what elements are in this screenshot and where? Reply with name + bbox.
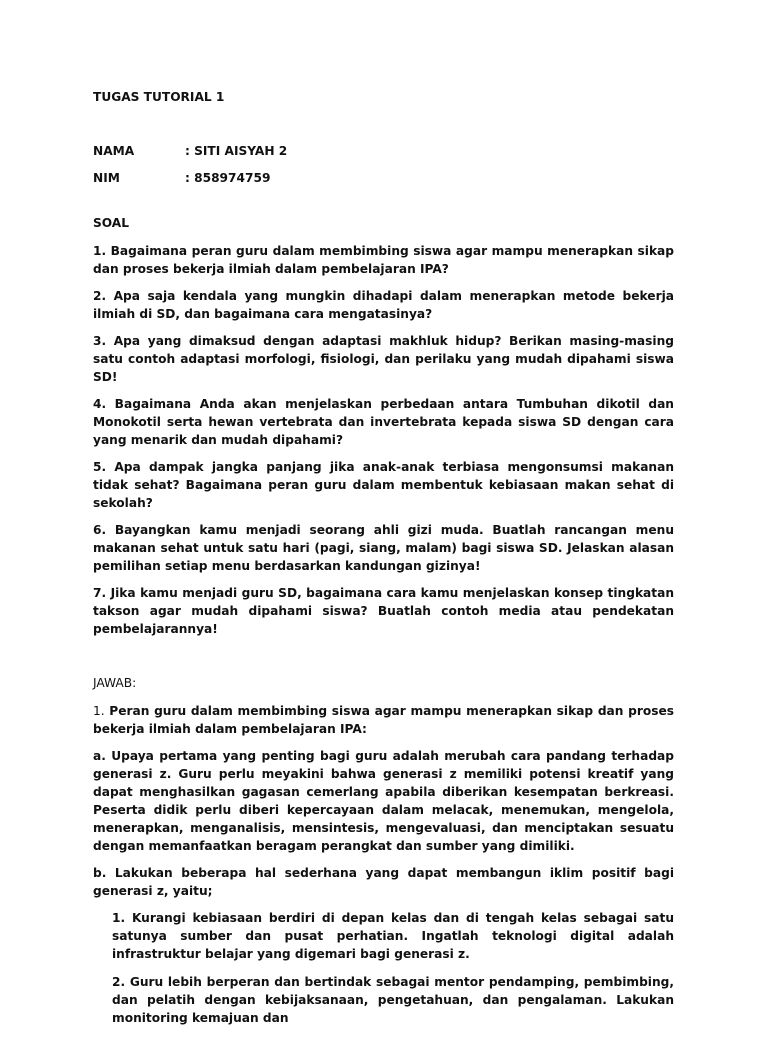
document-page [93, 88, 674, 1037]
answer-1-point-b: b. Lakukan beberapa hal sederhana yang dapat membangun iklim positif bagi generasi z, yaitu; [93, 866, 674, 898]
answer-1-number: 1. [93, 704, 105, 718]
name-value: : SITI AISYAH 2 [185, 144, 288, 158]
answer-1-point-a: a. Upaya pertama yang penting bagi guru adalah merubah cara pandang terhadap generasi z. Guru perlu meyakini bahwa generasi z memiliki potensi kreatif yang dapat menghasilkan gagasan cemerlang apabila diberikan kesempatan berkreasi. Peserta didik perlu diberi kepercayaan dalam melacak, menemukan, mengelola, menerapkan, menganalisis, mensintesis, mengevaluasi, dan menciptakan sesuatu dengan memanfaatkan beragam perangkat dan sumber yang dimiliki. [93, 749, 674, 853]
question-item: 6. Bayangkan kamu menjadi seorang ahli gizi muda. Buatlah rancangan menu makanan sehat untuk satu hari (pagi, siang, malam) bagi siswa SD. Jelaskan alasan pemilihan setiap menu berdasarkan kandungan gizinya! [93, 523, 674, 573]
question-item: 2. Apa saja kendala yang mungkin dihadapi dalam menerapkan metode bekerja ilmiah di SD, dan bagaimana cara mengatasinya? [93, 289, 674, 321]
name-label: NAMA [93, 144, 135, 158]
answer-1-heading-text: Peran guru dalam membimbing siswa agar mampu menerapkan sikap dan proses bekerja ilmiah dalam pembelajaran IPA: [93, 704, 674, 736]
question-item: 3. Apa yang dimaksud dengan adaptasi makhluk hidup? Berikan masing-masing satu contoh adaptasi morfologi, fisiologi, dan perilaku yang mudah dipahami siswa SD! [93, 334, 674, 384]
answer-1-sub-points [112, 909, 674, 1027]
question-item: 4. Bagaimana Anda akan menjelaskan perbedaan antara Tumbuhan dikotil dan Monokotil serta hewan vertebrata dan invertebrata kepada siswa SD dengan cara yang menarik dan mudah dipahami? [93, 397, 674, 447]
sub-point-item: 2. Guru lebih berperan dan bertindak sebagai mentor pendamping, pembimbing, dan pelatih dengan kebijaksanaan, pengetahuan, dan pengalaman. Lakukan monitoring kemajuan dan [112, 975, 674, 1025]
name-row [93, 142, 674, 160]
question-item: 7. Jika kamu menjadi guru SD, bagaimana cara kamu menjelaskan konsep tingkatan takson agar mudah dipahami siswa? Buatlah contoh media atau pendekatan pembelajarannya! [93, 586, 674, 636]
nim-value: : 858974759 [185, 171, 271, 185]
question-item: 1. Bagaimana peran guru dalam membimbing siswa agar mampu menerapkan sikap dan proses bekerja ilmiah dalam pembelajaran IPA? [93, 244, 674, 276]
nim-label: NIM [93, 171, 120, 185]
sub-point-item: 1. Kurangi kebiasaan berdiri di depan kelas dan di tengah kelas sebagai satu satunya sumber dan pusat perhatian. Ingatlah teknologi digital adalah infrastruktur belajar yang digemari bagi generasi z. [112, 911, 674, 961]
soal-heading: SOAL [93, 216, 130, 230]
document-title: TUGAS TUTORIAL 1 [93, 90, 225, 104]
question-item: 5. Apa dampak jangka panjang jika anak-anak terbiasa mengonsumsi makanan tidak sehat? Bagaimana peran guru dalam membentuk kebiasaan makan sehat di sekolah? [93, 460, 674, 510]
answer-1-heading [93, 702, 674, 738]
nim-row [93, 169, 674, 187]
jawab-heading: JAWAB: [93, 676, 137, 690]
